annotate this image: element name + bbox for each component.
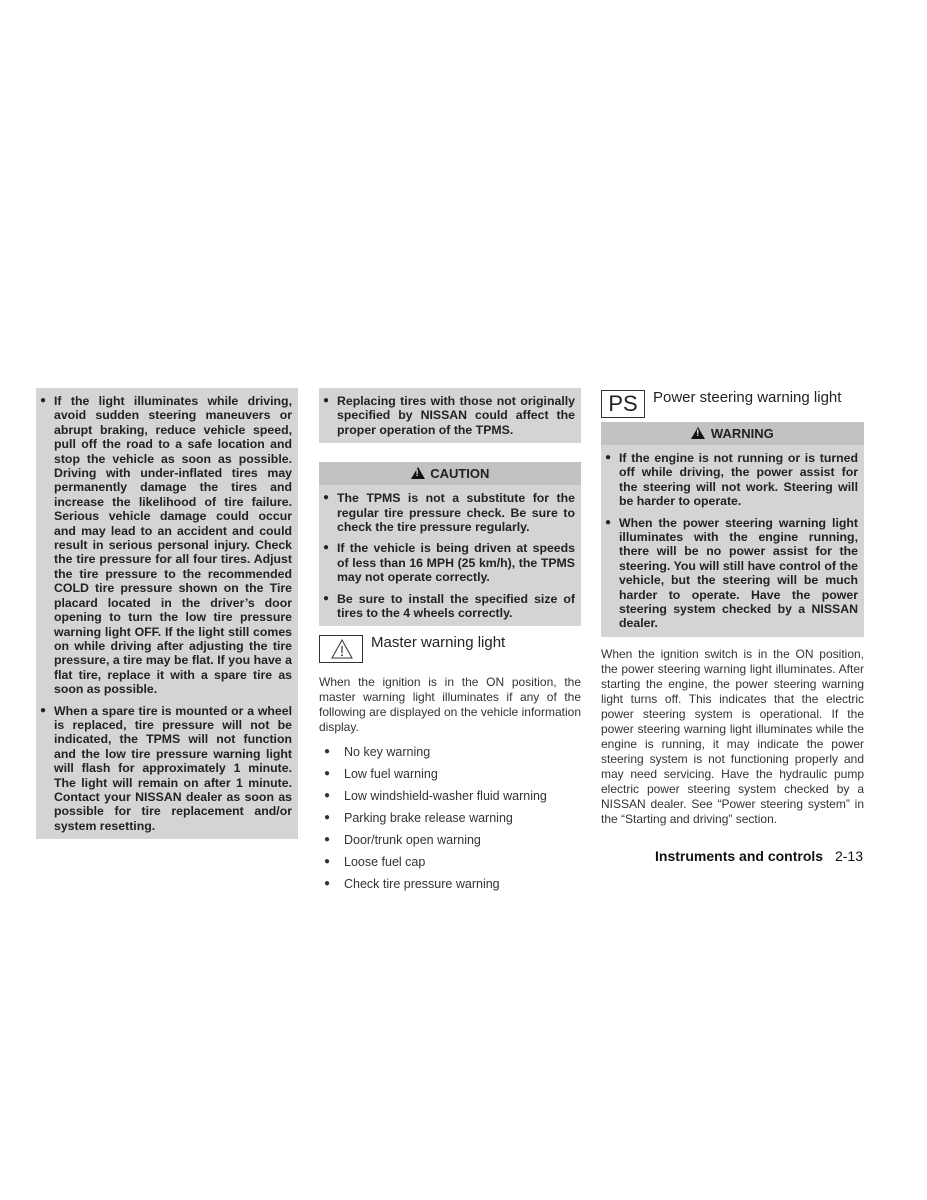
master-warning-list <box>319 741 581 895</box>
page-number: 2-13 <box>834 848 863 864</box>
master-warning-text: When the ignition is in the ON position, the master warning light illuminates if any of the following are displayed on the vehicle information display. <box>319 675 581 735</box>
warning-icon <box>691 427 705 439</box>
list-item: ● Door/trunk open warning <box>319 829 581 851</box>
caution-header <box>319 462 581 485</box>
list-item: ● Low windshield-washer fluid warning <box>319 785 581 807</box>
caution-list <box>319 485 581 626</box>
list-item: ● If the vehicle is being driven at speeds of less than 16 MPH (25 km/h), the TPMS may not operate correctly. <box>323 541 575 584</box>
list-item: ● If the light illuminates while driving, avoid sudden steering maneuvers or abrupt braking, reduce vehicle speed, pull off the road to a safe location and stop the vehicle as soon as possible. Driving with under-inflated tires may permanently damage the tires and increase the likelihood of tire failure. Serious vehicle damage could occur and may lead to an accident and could result in serious personal injury. Check the tire pressure for all four tires. Adjust the tire pressure to the recommended COLD tire pressure shown on the Tire placard located in the driver’s door opening to turn the low tire pressure warning light OFF. If the light still comes on while driving after adjusting the tire pressure, a tire may be flat. If you have a flat tire, replace it with a spare tire as soon as possible. <box>40 394 292 697</box>
list-item: ● When a spare tire is mounted or a wheel is replaced, tire pressure will not be indicated, the TPMS will not function and the low tire pressure warning light will flash for approximately 1 minute. The light will remain on after 1 minute. Contact your NISSAN dealer as soon as possible for tire replacement and/or system resetting. <box>40 704 292 834</box>
middle-column <box>319 388 581 895</box>
right-column <box>601 388 864 827</box>
replacement-list <box>319 388 581 443</box>
power-steering-icon: PS <box>601 390 645 418</box>
list-item: ● No key warning <box>319 741 581 763</box>
caution-icon <box>411 467 425 479</box>
tpms-warning-box-continued <box>36 388 298 839</box>
list-item: ● Be sure to install the specified size of tires to the 4 wheels correctly. <box>323 592 575 621</box>
list-item: ● Replacing tires with those not originally specified by NISSAN could affect the proper operation of the TPMS. <box>323 394 575 437</box>
warning-box <box>601 422 864 637</box>
power-steering-text: When the ignition switch is in the ON position, the power steering warning light illuminates. After starting the engine, the power steering warning light turns off. This indicates that the electric power steering system is operational. If the power steering warning light illuminates while the engine is running, it may indicate the power steering system is not functioning properly and may need servicing. Have the hydraulic pump electric power steering system checked by a NISSAN dealer. See “Power steering system” in the “Starting and driving” section. <box>601 646 864 826</box>
list-item: ● Parking brake release warning <box>319 807 581 829</box>
list-item: ● Loose fuel cap <box>319 851 581 873</box>
tpms-replacement-box <box>319 388 581 443</box>
master-warning-title: Master warning light <box>371 634 506 652</box>
power-steering-title: Power steering warning light <box>653 389 842 406</box>
warning-label: WARNING <box>710 426 774 441</box>
list-item: ● The TPMS is not a substitute for the regular tire pressure check. Be sure to check the tire pressure regularly. <box>323 491 575 534</box>
power-steering-heading <box>601 390 864 418</box>
caution-box <box>319 462 581 626</box>
warning-list <box>601 445 864 637</box>
list-item: ● Check tire pressure warning <box>319 873 581 895</box>
master-warning-icon <box>319 635 363 663</box>
page-footer <box>655 848 863 864</box>
tpms-warning-list <box>36 388 298 839</box>
warning-header <box>601 422 864 445</box>
list-item: ● If the engine is not running or is turned off while driving, the power assist for the steering will not work. Steering will be harder to operate. <box>605 451 858 509</box>
master-warning-heading <box>319 635 581 663</box>
list-item: ● When the power steering warning light illuminates with the engine running, there will be no power assist for the steering. You will still have control of the vehicle, but the steering will be much harder to operate. Have the power steering system checked by a NISSAN dealer. <box>605 516 858 631</box>
list-item: ● Low fuel warning <box>319 763 581 785</box>
section-title: Instruments and controls <box>655 848 824 864</box>
caution-label: CAUTION <box>430 466 490 482</box>
